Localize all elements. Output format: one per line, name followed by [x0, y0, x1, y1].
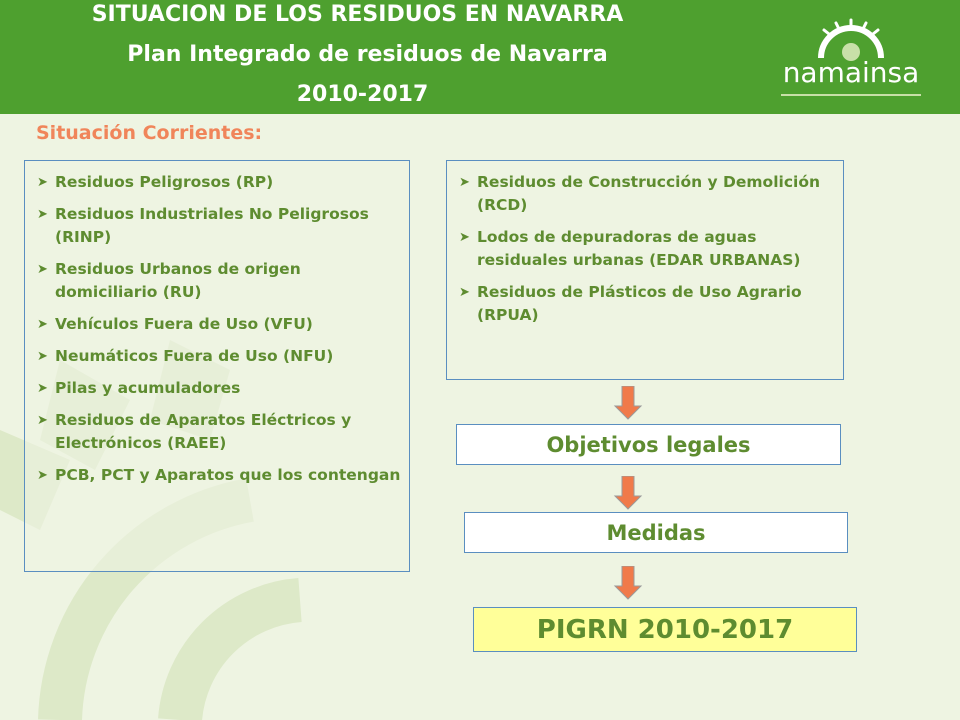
down-arrow-icon	[613, 386, 643, 420]
flow-step-pigrn: PIGRN 2010-2017	[473, 607, 857, 652]
down-arrow-icon	[613, 476, 643, 510]
down-arrow-icon	[613, 566, 643, 600]
chevron-right-icon: ➤	[459, 285, 470, 300]
chevron-right-icon: ➤	[459, 230, 470, 245]
list-item: ➤ Residuos de Construcción y Demolición (RCD)	[459, 173, 821, 214]
chevron-right-icon: ➤	[37, 175, 48, 190]
namainsa-logo	[776, 18, 926, 98]
chevron-right-icon: ➤	[37, 317, 48, 332]
list-item: ➤ Lodos de depuradoras de aguas residuales urbanas (EDAR URBANAS)	[459, 228, 801, 269]
list-item: ➤ Residuos Urbanos de origen domiciliario (RU)	[37, 260, 301, 301]
list-item: ➤ PCB, PCT y Aparatos que los contengan	[37, 464, 401, 487]
section-subtitle: Situación Corrientes:	[36, 122, 263, 144]
chevron-right-icon: ➤	[37, 349, 48, 364]
chevron-right-icon: ➤	[37, 381, 48, 396]
header-subtitle: Plan Integrado de residuos de Navarra	[127, 42, 608, 67]
chevron-right-icon: ➤	[37, 262, 48, 277]
flow-step-medidas: Medidas	[464, 512, 848, 553]
logo-underline	[781, 94, 921, 96]
logo-wordmark: namainsa	[782, 56, 920, 89]
chevron-right-icon: ➤	[37, 207, 48, 222]
header-banner	[0, 0, 960, 114]
header-title: SITUACION DE LOS RESIDUOS EN NAVARRA	[91, 2, 624, 27]
chevron-right-icon: ➤	[37, 413, 48, 428]
header-years: 2010-2017	[296, 82, 429, 107]
flow-step-objetivos: Objetivos legales	[456, 424, 841, 465]
list-item: ➤ Residuos Peligrosos (RP)	[37, 171, 401, 194]
list-item: ➤ Residuos de Plásticos de Uso Agrario (RPUA)	[459, 283, 802, 324]
left-waste-list	[37, 171, 401, 487]
left-waste-list-box	[24, 160, 410, 572]
list-item: ➤ Residuos de Aparatos Eléctricos y Electrónicos (RAEE)	[37, 411, 352, 452]
list-item: ➤ Residuos Industriales No Peligrosos (RINP)	[37, 205, 369, 246]
list-item: ➤ Neumáticos Fuera de Uso (NFU)	[37, 345, 401, 368]
chevron-right-icon: ➤	[459, 175, 470, 190]
chevron-right-icon: ➤	[37, 468, 48, 483]
right-waste-list-box	[446, 160, 844, 380]
list-item: ➤ Pilas y acumuladores	[37, 377, 401, 400]
list-item: ➤ Vehículos Fuera de Uso (VFU)	[37, 313, 401, 336]
right-waste-list	[459, 171, 835, 327]
